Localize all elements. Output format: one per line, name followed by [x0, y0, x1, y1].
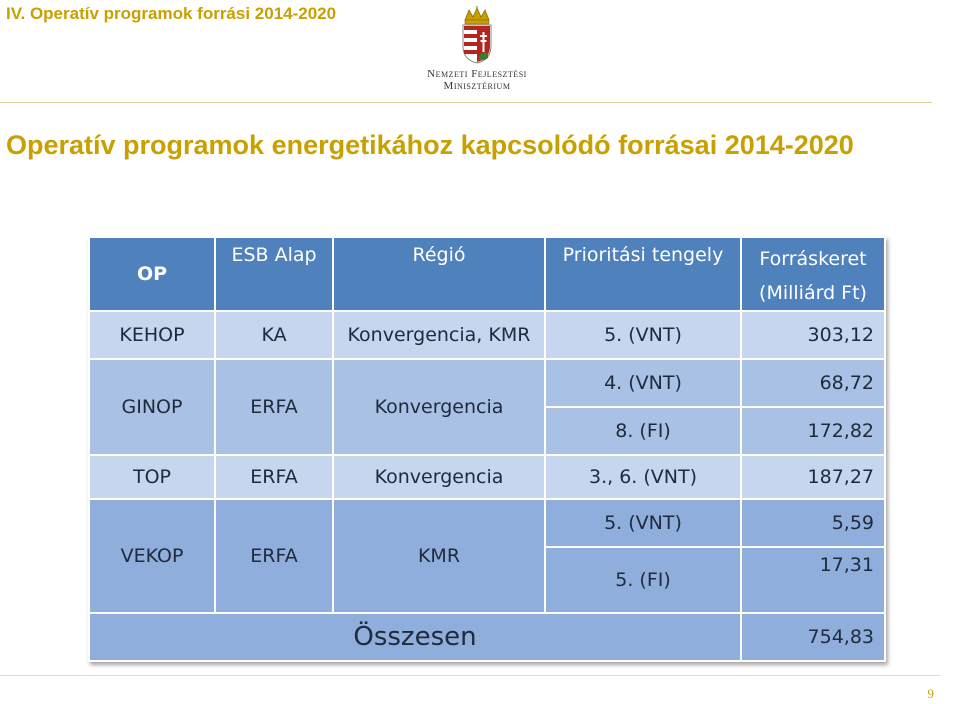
page-number: 9: [927, 686, 934, 701]
cell-prioritas: 5. (VNT): [545, 311, 741, 359]
table-row-kehop: [89, 311, 885, 359]
cell-regio: KMR: [333, 499, 545, 613]
cell-regio: Konvergencia: [333, 359, 545, 455]
cell-prioritas: 3., 6. (VNT): [545, 455, 741, 499]
header-forraskeret-line2: (Milliárd Ft): [759, 282, 867, 304]
cell-regio: Konvergencia, KMR: [333, 311, 545, 359]
cell-op: TOP: [89, 455, 215, 499]
header-divider: [0, 102, 932, 103]
cell-op: VEKOP: [89, 499, 215, 613]
total-value: 754,83: [741, 613, 885, 661]
cell-esb: ERFA: [215, 359, 333, 455]
cell-esb: ERFA: [215, 455, 333, 499]
header-forraskeret: [741, 237, 885, 311]
header-esb: ESB Alap: [215, 237, 333, 311]
header-forraskeret-line1: Forráskeret: [759, 248, 867, 270]
cell-prioritas: 8. (FI): [545, 407, 741, 455]
table-row-vekop: [89, 499, 885, 547]
funding-table: [88, 236, 886, 662]
section-title: IV. Operatív programok forrási 2014-2020: [6, 4, 337, 23]
cell-forras: 68,72: [741, 359, 885, 407]
cell-prioritas: 5. (VNT): [545, 499, 741, 547]
page-title: Operatív programok energetikához kapcsolódó forrásai 2014-2020: [6, 130, 854, 160]
table-row-ginop: [89, 359, 885, 407]
cell-forras: 303,12: [741, 311, 885, 359]
cell-prioritas: 5. (FI): [545, 547, 741, 613]
ministry-logo: [412, 6, 542, 96]
cell-prioritas: 4. (VNT): [545, 359, 741, 407]
header-prioritas: Prioritási tengely: [545, 237, 741, 311]
table-row-total: [89, 613, 885, 661]
cell-forras: 187,27: [741, 455, 885, 499]
cell-esb: ERFA: [215, 499, 333, 613]
cell-forras: 17,31: [741, 547, 885, 613]
header-op: OP: [89, 237, 215, 311]
cell-forras: 5,59: [741, 499, 885, 547]
table-row-top: [89, 455, 885, 499]
cell-forras: 172,82: [741, 407, 885, 455]
header-regio: Régió: [333, 237, 545, 311]
cell-regio: Konvergencia: [333, 455, 545, 499]
cell-esb: KA: [215, 311, 333, 359]
footer-divider: [0, 675, 940, 676]
logo-text-line2: Minisztérium: [443, 80, 511, 92]
coat-of-arms-icon: [455, 6, 499, 64]
total-label: Összesen: [89, 613, 741, 661]
cell-op: GINOP: [89, 359, 215, 455]
cell-op: KEHOP: [89, 311, 215, 359]
logo-text-line1: Nemzeti Fejlesztési: [427, 68, 527, 80]
